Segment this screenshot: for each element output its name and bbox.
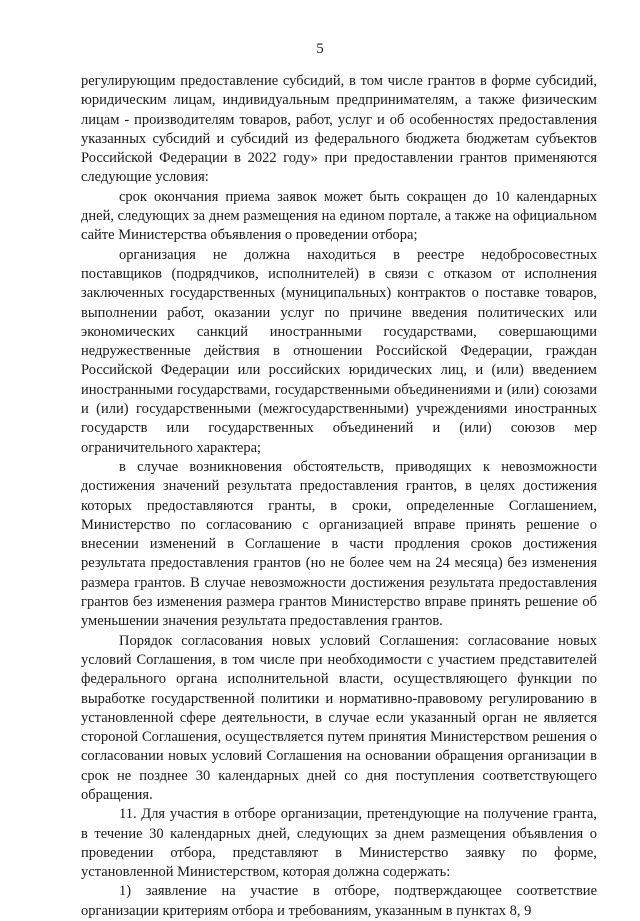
document-body xyxy=(81,72,597,921)
paragraph: регулирующим предоставление субсидий, в том числе грантов в форме субсидий, юридическим лицам, индивидуальным предпринимателям, а также физическим лицам - производителям товаров, работ, услуг и об особенностях предоставления указанных субсидий и субсидий из федерального бюджета бюджетам субъектов Российской Федерации в 2022 году» при предоставлении грантов применяются следующие условия: xyxy=(81,73,597,186)
paragraph: организация не должна находиться в реестре недобросовестных поставщиков (подрядчиков, исполнителей) в связи с отказом от исполнения заключенных государственных (муниципальных) контрактов о поставке товаров, выполнении работ, оказании услуг по причине введения политических или экономических санкций иностранными государствами, совершающими недружественные действия в отношении Российской Федерации, граждан Российской Федерации или российских юридических лиц, и (или) введением иностранными государствами, государственными объединениями и (или) союзами и (или) государственными (межгосударственными) учреждениями иностранных государств или государственных объединений и (или) союзов мер ограничительного характера; xyxy=(81,246,597,456)
paragraph: 11. Для участия в отборе организации, претендующие на получение гранта, в течение 30 календарных дней, следующих за днем размещения объявления о проведении отбора, представляют в Министерство заявку по форме, установленной Министерством, которая должна содержать: xyxy=(81,806,597,881)
paragraph: срок окончания приема заявок может быть сокращен до 10 календарных дней, следующих за днем размещения на едином портале, а также на официальном сайте Министерства объявления о проведении отбора; xyxy=(81,188,597,244)
paragraph: в случае возникновения обстоятельств, приводящих к невозможности достижения значений результата предоставления грантов, в целях достижения которых предоставляются гранты, в сроки, определенные Соглашением, Министерство по согласованию с организацией вправе принять решение о внесении изменений в Соглашение в части продления сроков достижения результата предоставления грантов (но не более чем на 24 месяца) без изменения размера грантов. В случае невозможности достижения результата предоставления грантов без изменения размера грантов Министерство вправе принять решение об уменьшении значения результата предоставления грантов. xyxy=(81,458,597,630)
paragraph: 1) заявление на участие в отборе, подтверждающее соответствие организации критериям отбора и требованиям, указанным в пунктах 8, 9 xyxy=(81,883,597,919)
paragraph: Порядок согласования новых условий Соглашения: согласование новых условий Соглашения, в том числе при необходимости с участием представителей федерального органа исполнительной власти, осуществляющего функции по выработке государственной политики и нормативно-правовому регулированию в установленной сфере деятельности, в случае если указанный орган не является стороной Соглашения, осуществляется путем принятия Министерством решения о согласовании новых условий Соглашения на основании обращения организации в срок не позднее 30 календарных дней со дня поступления соответствующего обращения. xyxy=(81,632,597,803)
page-number: 5 xyxy=(316,41,324,57)
